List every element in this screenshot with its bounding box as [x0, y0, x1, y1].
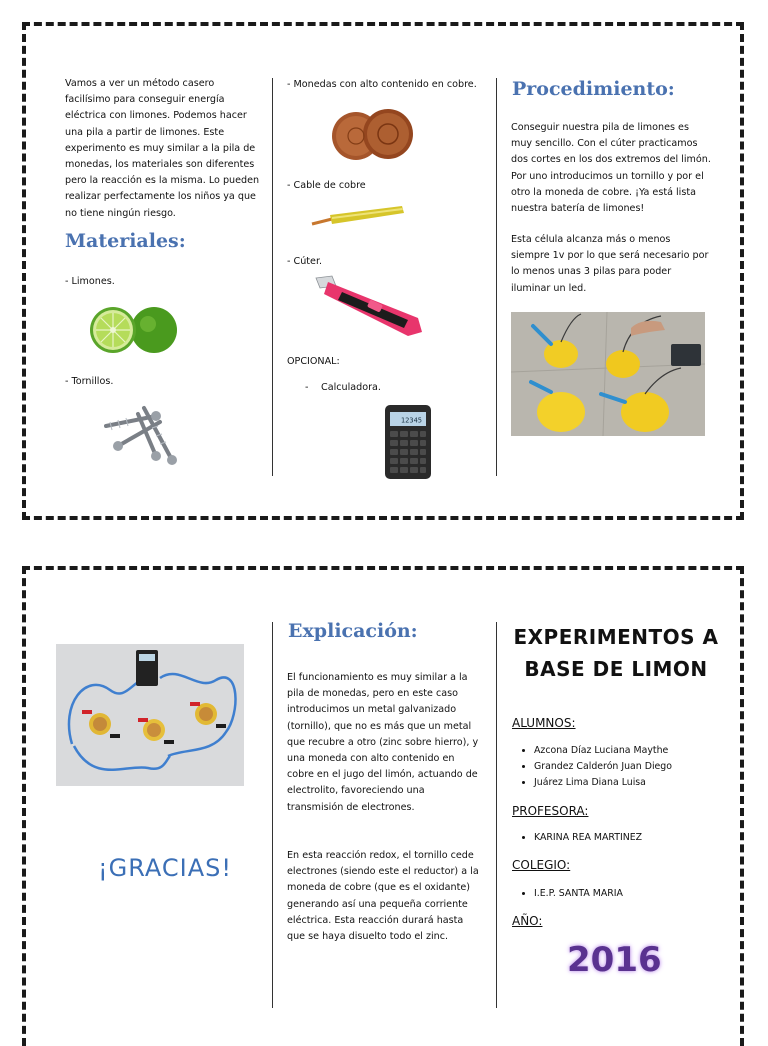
intro-paragraph: Vamos a ver un método casero facilísimo para conseguir energía eléctrica con limones. Podemos hacer una pila a partir de limones. Este experimento es muy similar a la pila de monedas, los materiales son diferentes pero la reacción es la misma. Lo pueden realizar perfectamente los niños ya que no tiene ningún riesgo.: [65, 78, 260, 219]
brochure-title-line-1: EXPERIMENTOS A: [513, 625, 719, 649]
colegio-label: COLEGIO:: [512, 858, 571, 872]
alumnos-list: [504, 743, 672, 791]
column-divider: [496, 78, 497, 476]
brochure-page-inside: [22, 566, 744, 1046]
column-divider: [496, 622, 497, 1008]
list-item: • I.E.P. SANTA MARIA: [534, 886, 623, 902]
calculator-display: 12345: [400, 416, 422, 425]
year-text: 2016: [567, 940, 662, 980]
calculator-image: [384, 404, 432, 480]
brochure-page-outside: [22, 22, 744, 520]
list-item: • KARINA REA MARTINEZ: [534, 830, 642, 846]
procedimiento-heading: Procedimiento:: [512, 78, 675, 100]
cutter-knife-image: [312, 272, 430, 342]
lemon-circuit-photo: [56, 644, 244, 786]
lemon-battery-photo: [511, 312, 705, 436]
list-item: • Azcona Díaz Luciana Maythe: [534, 743, 672, 759]
material-calculadora: Calculadora.: [321, 382, 381, 393]
profesora-label: PROFESORA:: [512, 804, 589, 818]
profesora-list: [504, 830, 642, 846]
limes-image: [88, 302, 182, 358]
colegio-list: [504, 886, 623, 902]
screws-image: [98, 402, 178, 468]
column-divider: [272, 78, 273, 476]
procedimiento-paragraph-1: Conseguir nuestra pila de limones es muy sencillo. Con el cúter practicamos dos cortes en los dos extremos del limón. Por uno introducimos un tornillo y por el otro la moneda de cobre. ¡Ya está lista nuestra batería de limones!: [511, 122, 711, 215]
brochure-title-line-2: BASE DE LIMON: [524, 657, 708, 681]
material-tornillos: - Tornillos.: [65, 376, 114, 387]
gracias-text: ¡GRACIAS!: [98, 854, 233, 882]
material-limones: - Limones.: [65, 276, 115, 287]
list-dash: -: [305, 382, 309, 393]
anio-label: AÑO:: [512, 914, 543, 928]
material-monedas: - Monedas con alto contenido en cobre.: [287, 79, 477, 90]
copper-cable-image: [308, 204, 408, 230]
material-cable: - Cable de cobre: [287, 180, 366, 191]
procedimiento-paragraph-2: Esta célula alcanza más o menos siempre 1v por lo que será necesario por lo menos unas 3 pilas para poder iluminar un led.: [511, 234, 709, 294]
explicacion-paragraph-2: En esta reacción redox, el tornillo cede electrones (siendo este el reductor) a la moneda de cobre (que es el oxidante) generando así una pequeña corriente eléctrica. Esta reacción durará hasta que se haya disuelto todo el zinc.: [287, 850, 479, 943]
copper-coins-image: [326, 106, 418, 164]
list-item: • Juárez Lima Diana Luisa: [534, 775, 672, 791]
alumnos-label: ALUMNOS:: [512, 716, 576, 730]
materiales-heading: Materiales:: [65, 230, 186, 252]
opcional-label: OPCIONAL:: [287, 356, 340, 367]
material-cuter: - Cúter.: [287, 256, 323, 267]
brochure-title: [506, 621, 726, 685]
explicacion-heading: Explicación:: [288, 620, 418, 642]
column-divider: [272, 622, 273, 1008]
list-item: • Grandez Calderón Juan Diego: [534, 759, 672, 775]
explicacion-paragraph-1: El funcionamiento es muy similar a la pila de monedas, pero en este caso introducimos un metal galvanizado (tornillo), que no es más que un metal que recubre a otro (zinc sobre hierro), y una moneda con alto contenido en cobre en el jugo del limón, actuando de electrolito, favoreciendo una transmisión de electrones.: [287, 672, 479, 813]
